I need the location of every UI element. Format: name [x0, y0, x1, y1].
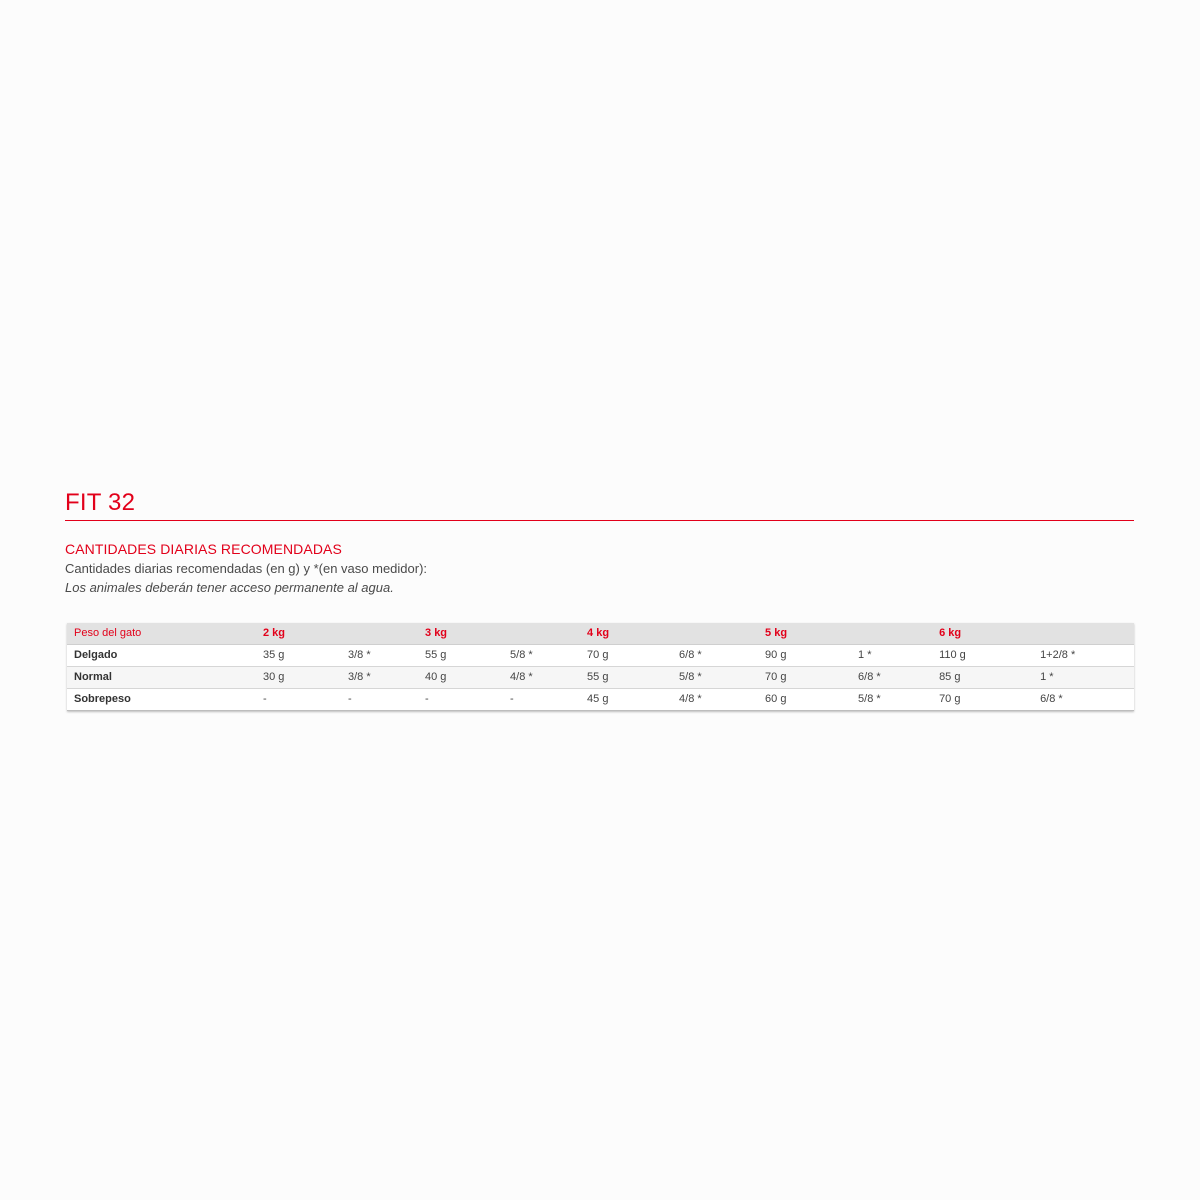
product-title: FIT 32 — [65, 489, 136, 516]
feeding-table — [67, 623, 1134, 711]
table-cell: 70 g — [765, 671, 787, 683]
product-feeding-section — [65, 489, 1134, 711]
table-cell: - — [263, 693, 267, 705]
table-cell: - — [510, 693, 514, 705]
table-cell: 5/8 * — [679, 671, 702, 683]
intro-text: Cantidades diarias recomendadas (en g) y *(en vaso medidor): — [65, 561, 428, 576]
table-cell: 35 g — [263, 649, 285, 661]
row-label-delgado: Delgado — [74, 649, 118, 661]
table-cell: 5/8 * — [510, 649, 533, 661]
table-cell: 3/8 * — [348, 671, 371, 683]
table-cell: 110 g — [939, 649, 966, 661]
row-label-normal: Normal — [74, 671, 112, 683]
table-cell: 1+2/8 * — [1040, 649, 1076, 661]
header-weight-label: Peso del gato — [67, 623, 256, 645]
table-cell: 4/8 * — [510, 671, 533, 683]
table-cell: 60 g — [765, 693, 787, 705]
water-note: Los animales deberán tener acceso permanente al agua. — [65, 580, 394, 595]
row-label-sobrepeso: Sobrepeso — [74, 693, 131, 705]
table-cell: 70 g — [939, 693, 961, 705]
table-cell: 1 * — [1040, 671, 1054, 683]
table-cell: 55 g — [587, 671, 609, 683]
table-row — [67, 645, 1134, 667]
table-cell: 40 g — [425, 671, 447, 683]
table-cell: 55 g — [425, 649, 447, 661]
table-cell: - — [348, 693, 352, 705]
table-cell: 5/8 * — [858, 693, 881, 705]
table-cell: 30 g — [263, 671, 285, 683]
table-cell: 4/8 * — [679, 693, 702, 705]
feeding-table-container — [67, 623, 1134, 711]
header-weight-2kg: 2 kg — [256, 623, 418, 645]
header-weight-5kg: 5 kg — [758, 623, 932, 645]
table-cell: 1 * — [858, 649, 872, 661]
header-weight-4kg: 4 kg — [580, 623, 758, 645]
table-cell: - — [425, 693, 429, 705]
header-weight-6kg: 6 kg — [932, 623, 1134, 645]
table-cell: 6/8 * — [679, 649, 702, 661]
section-heading: CANTIDADES DIARIAS RECOMENDADAS — [65, 541, 342, 557]
table-cell: 3/8 * — [348, 649, 371, 661]
table-row — [67, 689, 1134, 711]
table-cell: 45 g — [587, 693, 609, 705]
header-weight-3kg: 3 kg — [418, 623, 580, 645]
table-cell: 6/8 * — [858, 671, 881, 683]
table-cell: 90 g — [765, 649, 787, 661]
table-cell: 70 g — [587, 649, 609, 661]
table-row — [67, 667, 1134, 689]
table-cell: 6/8 * — [1040, 693, 1063, 705]
title-divider — [65, 520, 1134, 521]
table-cell: 85 g — [939, 671, 961, 683]
table-header-row — [67, 623, 1134, 645]
